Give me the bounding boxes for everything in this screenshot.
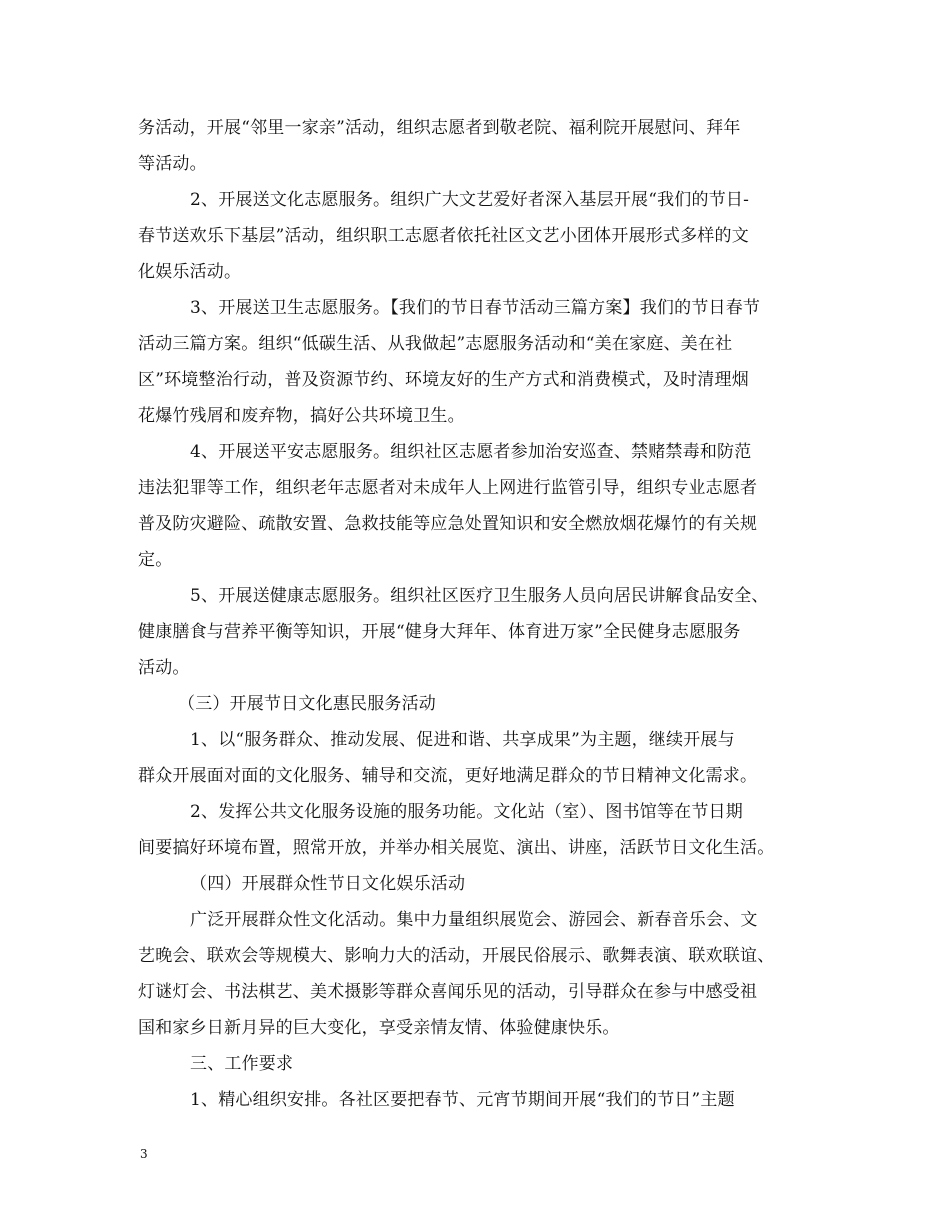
text-line: 化娱乐活动。 xyxy=(138,262,242,282)
section-heading: （四）开展群众性节日文化娱乐活动 xyxy=(190,874,466,894)
paragraph-continuation xyxy=(138,110,828,182)
text-line: 2、发挥公共文化服务设施的服务功能。文化站（室）、图书馆等在节日期 xyxy=(190,802,743,822)
section-heading: （三）开展节日文化惠民服务活动 xyxy=(178,694,436,714)
text-line: 活动。 xyxy=(138,658,190,678)
text-line: 间要搞好环境布置，照常开放，并举办相关展览、演出、讲座，活跃节日文化生活。 xyxy=(138,838,775,858)
text-line: 3、开展送卫生志愿服务。【我们的节日春节活动三篇方案】我们的节日春节 xyxy=(190,298,761,318)
text-line: 艺晚会、联欢会等规模大、影响力大的活动，开展民俗展示、歌舞表演、联欢联谊、 xyxy=(138,946,775,966)
text-line: 违法犯罪等工作，组织老年志愿者对未成年人上网进行监管引导，组织专业志愿者 xyxy=(138,478,758,498)
section-heading-work-requirements xyxy=(138,1046,828,1082)
text-line: 广泛开展群众性文化活动。集中力量组织展览会、游园会、新春音乐会、文 xyxy=(190,910,758,930)
text-line: 群众开展面对面的文化服务、辅导和交流，更好地满足群众的节日精神文化需求。 xyxy=(138,766,758,786)
paragraph-health-volunteer-service xyxy=(138,290,828,434)
text-line: 健康膳食与营养平衡等知识，开展“健身大拜年、体育进万家”全民健身志愿服务 xyxy=(138,622,741,642)
text-line: 1、以“服务群众、推动发展、促进和谐、共享成果”为主题，继续开展与 xyxy=(190,730,735,750)
text-line: 区”环境整治行动，普及资源节约、环境友好的生产方式和消费模式，及时清理烟 xyxy=(138,370,749,390)
section-heading-three xyxy=(138,686,828,722)
text-line: 等活动。 xyxy=(138,154,207,174)
paragraph-theme-service xyxy=(138,722,828,794)
paragraph-mass-cultural-activities xyxy=(138,902,828,1046)
document-body xyxy=(138,110,828,1118)
text-line: 普及防灾避险、疏散安置、急救技能等应急处置知识和安全燃放烟花爆竹的有关规 xyxy=(138,514,758,534)
paragraph-organization-arrangement xyxy=(138,1082,828,1118)
section-heading: 三、工作要求 xyxy=(190,1054,294,1074)
text-line: 定。 xyxy=(138,550,173,570)
paragraph-cultural-volunteer-service xyxy=(138,182,828,290)
text-line: 花爆竹残屑和废弃物，搞好公共环境卫生。 xyxy=(138,406,465,426)
section-heading-four xyxy=(138,866,828,902)
paragraph-safety-volunteer-service xyxy=(138,434,828,578)
paragraph-health-knowledge-service xyxy=(138,578,828,686)
text-line: 务活动，开展“邻里一家亲”活动，组织志愿者到敬老院、福利院开展慰问、拜年 xyxy=(138,118,741,138)
text-line: 2、开展送文化志愿服务。组织广大文艺爱好者深入基层开展“我们的节日- xyxy=(190,190,750,210)
text-line: 灯谜灯会、书法棋艺、美术摄影等群众喜闻乐见的活动，引导群众在参与中感受祖 xyxy=(138,982,758,1002)
text-line: 5、开展送健康志愿服务。组织社区医疗卫生服务人员向居民讲解食品安全、 xyxy=(190,586,769,606)
text-line: 4、开展送平安志愿服务。组织社区志愿者参加治安巡查、禁赌禁毒和防范 xyxy=(190,442,752,462)
text-line: 活动三篇方案。组织“低碳生活、从我做起”志愿服务活动和“美在家庭、美在社 xyxy=(138,334,733,354)
page-number: 3 xyxy=(140,1147,148,1161)
text-line: 1、精心组织安排。各社区要把春节、元宵节期间开展“我们的节日”主题 xyxy=(190,1090,735,1110)
text-line: 春节送欢乐下基层”活动，组织职工志愿者依托社区文艺小团体开展形式多样的文 xyxy=(138,226,749,246)
paragraph-public-culture-facilities xyxy=(138,794,828,866)
text-line: 国和家乡日新月异的巨大变化，享受亲情友情、体验健康快乐。 xyxy=(138,1018,620,1038)
